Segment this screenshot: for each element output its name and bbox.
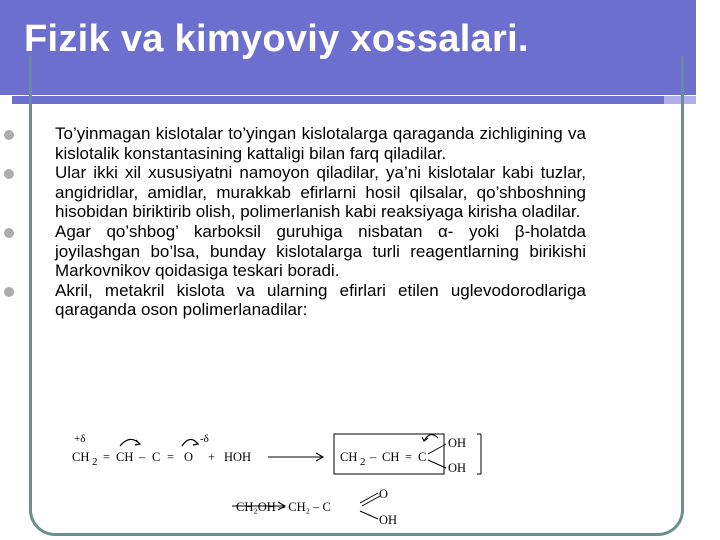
reactant-double-bond-1: = [103, 450, 111, 464]
bullet-text: Agar qo’shbog’ karboksil guruhiga nisbatan α- yoki β-holatda joyilashgan bo’lsa, bunday kislotalarga turli reagentlarning birikishi Markovnikov qoidasiga teskari boradi. [55, 221, 586, 281]
reactant-ch: CH [116, 450, 134, 464]
intermediate-double-bond: = [405, 450, 413, 464]
intermediate-dash: – [370, 450, 377, 464]
reaction-equation-1 [72, 428, 492, 478]
reactant-o: O [184, 450, 194, 464]
bullet-list [55, 124, 586, 320]
reactant-double-bond-2: = [167, 450, 175, 464]
bullet-text: To’yinmagan kislotalar to’yingan kislotalarga qaraganda zichligining va kislotalik konstantasining kattaligi bilan farq qiladilar. [55, 124, 586, 163]
product-o-top: O [379, 487, 389, 501]
reactant-plus: + [208, 450, 216, 464]
bullet-dot-icon [4, 287, 14, 297]
bullet-item [55, 281, 586, 320]
intermediate-oh-top: OH [448, 436, 467, 450]
reactant-c: C [152, 450, 161, 464]
bullet-dot-icon [4, 130, 14, 140]
intermediate-ch: CH [382, 450, 400, 464]
bullet-item [55, 222, 586, 281]
bullet-text: Akril, metakril kislota va ularning efirlari etilen uglevodorodlariga qaraganda oson polimerlanadilar: [55, 280, 586, 320]
bullet-dot-icon [4, 169, 14, 179]
reactant-hoh: HOH [224, 450, 252, 464]
reactant-ch2: CH [72, 450, 90, 464]
minus-delta-label: -δ [200, 433, 209, 445]
intermediate-c: C [418, 450, 427, 464]
intermediate-oh-bottom: OH [448, 461, 467, 475]
bullet-item [55, 163, 586, 222]
reactant-ch2-sub: 2 [92, 456, 98, 468]
reaction-equation-2 [232, 486, 422, 536]
slide-title: Fizik va kimyoviy xossalari. [24, 18, 529, 60]
bullet-item [55, 124, 586, 163]
product-formula: CH₂OH – CH₂ – C [236, 500, 331, 514]
reactant-dash: – [139, 450, 146, 464]
bullet-dot-icon [4, 228, 14, 238]
intermediate-ch2: CH [340, 450, 358, 464]
bullet-text: Ular ikki xil xususiyatni namoyon qiladilar, ya’ni kislotalar kabi tuzlar, angidridlar, amidlar, murakkab efirlarni hosil qilsalar, qo’shboshning hisobidan biriktirib olish, polimerlanish kabi reaksiyaga kirisha oladilar. [55, 163, 586, 222]
intermediate-ch2-sub: 2 [360, 456, 366, 468]
product-oh-bottom: OH [379, 513, 398, 527]
plus-delta-label: +δ [74, 433, 86, 445]
